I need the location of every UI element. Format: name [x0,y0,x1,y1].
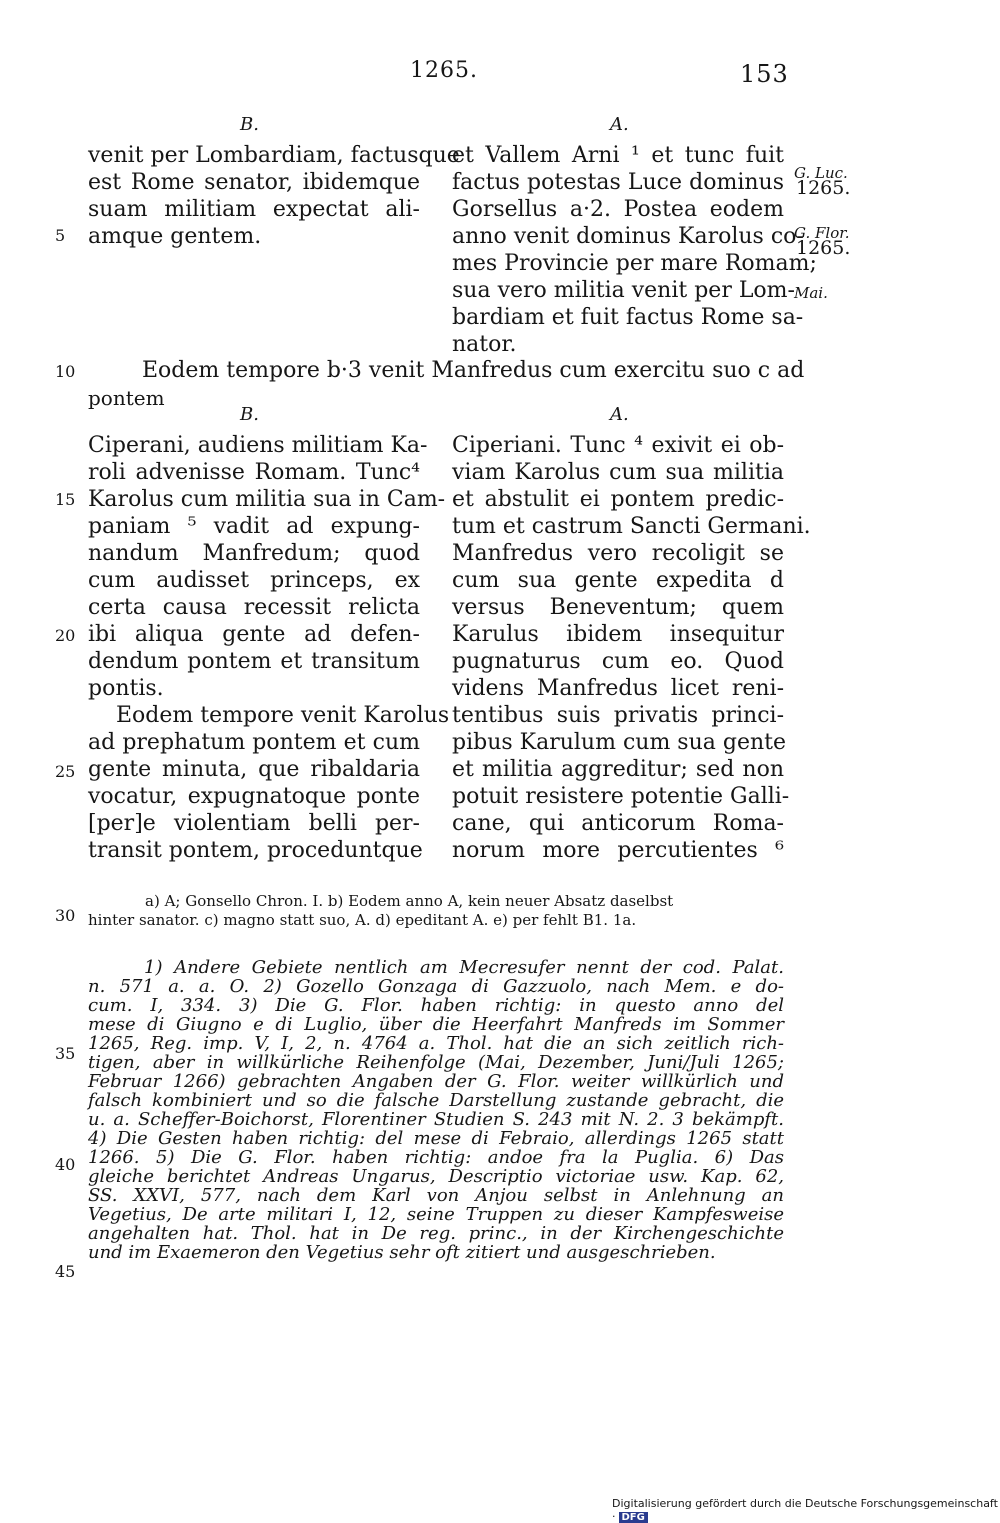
text-line: cane, qui anticorum Roma- [452,811,784,836]
digitization-footer [612,1497,1000,1523]
text-line: potuit resistere potentie Galli- [452,784,790,809]
text-line: Eodem tempore venit Karolus [116,703,450,728]
text-line: tum et castrum Sancti Germani. [452,514,811,539]
column-label-b: B. [240,404,259,425]
column-label-a: A. [610,404,629,425]
line-number: 30 [55,906,76,925]
text-line: Manfredus vero recoligit se [452,541,784,566]
text-line: et abstulit ei pontem predic- [452,487,784,512]
line-number: 5 [55,226,66,245]
text-line: ad prephatum pontem et cum [88,730,420,755]
footnote-line: cum. I, 334. 3) Die G. Flor. haben richtig: in questo anno del [88,995,784,1016]
margin-note-label: G. Luc. [794,164,848,182]
full-width-line: Eodem tempore b·3 venit Manfredus cum exercitu suo c ad [142,358,805,383]
footnote-line: u. a. Scheffer-Boichorst, Florentiner Studien S. 243 mit N. 2. 3 bekämpft. [88,1109,784,1130]
running-head-year: 1265. [410,58,478,83]
margin-note-year: 1265. [796,177,851,199]
full-width-line-end: pontem [88,386,165,410]
text-line: transit pontem, proceduntque [88,838,423,863]
margin-note [794,164,851,199]
footnotes [88,958,784,1262]
footer-text: Digitalisierung gefördert durch die Deutsche Forschungsgemeinschaft · [612,1497,998,1523]
text-line: pontis. [88,676,164,701]
text-line: venit per Lombardiam, factusque [88,143,460,168]
footnote-line: SS. XXVI, 577, nach dem Karl von Anjou selbst in Anlehnung an [88,1185,784,1206]
text-line: versus Beneventum; quem [452,595,784,620]
line-number: 25 [55,762,76,781]
line-number: 10 [55,362,76,381]
text-line: est Rome senator, ibidemque [88,170,420,195]
section1-column-b [88,142,460,250]
text-line: dendum pontem et transitum [88,649,420,674]
footnote-line: tigen, aber in willkürliche Reihenfolge (Mai, Dezember, Juni/Juli 1265; [88,1052,784,1073]
text-line: pibus Karulum cum sua gente [452,730,786,755]
text-line: nator. [452,332,517,357]
footnote-line: 1) Andere Gebiete nentlich am Mecresufer nennt der cod. Palat. [144,957,784,978]
section2-column-b [88,432,450,864]
text-line: paniam ⁵ vadit ad expung- [88,514,420,539]
text-line: pugnaturus cum eo. Quod [452,649,784,674]
text-line: suam militiam expectat ali- [88,197,420,222]
footnote-line: falsch kombiniert und so die falsche Darstellung zustande gebracht, die [88,1090,784,1111]
column-label-a: A. [610,114,629,135]
line-number: 40 [55,1155,76,1174]
text-line: mes Provincie per mare Romam; [452,251,817,276]
margin-note-year: 1265. [796,237,851,259]
footnote-line: mese di Giugno e di Luglio, über die Heerfahrt Manfreds im Sommer [88,1014,784,1035]
footnote-line: 4) Die Gesten haben richtig: del mese di Febraio, allerdings 1265 statt [88,1128,784,1149]
text-line: Karulus ibidem insequitur [452,622,784,647]
text-line: Gorsellus a·2. Postea eodem [452,197,784,222]
footnote-line: 1265, Reg. imp. V, I, 2, n. 4764 a. Thol. hat die an sich zeitlich rich- [88,1033,784,1054]
text-line: Ciperiani. Tunc ⁴ exivit ei ob- [452,433,784,458]
text-line: viam Karolus cum sua militia [452,460,784,485]
footnote-line: Februar 1266) gebrachten Angaben der G. Flor. weiter willkürlich und [88,1071,784,1092]
dfg-logo-badge: DFG [619,1512,648,1523]
text-line: Karolus cum militia sua in Cam- [88,487,446,512]
line-number: 45 [55,1262,76,1281]
text-line: et militia aggreditur; sed non [452,757,784,782]
line-number: 20 [55,626,76,645]
text-line: ibi aliqua gente ad defen- [88,622,420,647]
text-line: vocatur, expugnatoque ponte [88,784,420,809]
text-line: [per]e violentiam belli per- [88,811,420,836]
text-line: nandum Manfredum; quod [88,541,420,566]
variant-note-line: a) A; Gonsello Chron. I. b) Eodem anno A, kein neuer Absatz daselbst [145,892,674,910]
line-number: 35 [55,1044,76,1063]
column-label-b: B. [240,114,259,135]
footnote-line: n. 571 a. a. O. 2) Gozello Gonzaga di Gazzuolo, nach Mem. e do- [88,976,784,997]
text-line: sua vero militia venit per Lom- [452,278,795,303]
section2-column-a [452,432,811,864]
page-number: 153 [740,60,789,88]
variant-note-line: hinter sanator. c) magno statt suo, A. d) epeditant A. e) per fehlt B1. 1a. [88,911,637,929]
footnote-line: angehalten hat. Thol. hat in De reg. princ., in der Kirchengeschichte [88,1223,784,1244]
text-line: gente minuta, que ribaldaria [88,757,420,782]
text-line: cum sua gente expedita d [452,568,784,593]
footnote-line: Vegetius, De arte militari I, 12, seine Truppen zu dieser Kampfesweise [88,1204,784,1225]
text-line: bardiam et fuit factus Rome sa- [452,305,804,330]
footnote-line: 1266. 5) Die G. Flor. haben richtig: andoe fra la Puglia. 6) Das [88,1147,784,1168]
footnote-line: gleiche berichtet Andreas Ungarus, Descriptio victoriae usw. Kap. 62, [88,1166,784,1187]
text-line: roli advenisse Romam. Tunc⁴ [88,460,420,485]
text-line: cum audisset princeps, ex [88,568,420,593]
text-line: tentibus suis privatis princi- [452,703,784,728]
margin-note [794,224,851,259]
text-line: et Vallem Arni ¹ et tunc fuit [452,143,784,168]
text-line: certa causa recessit relicta [88,595,420,620]
text-line: Ciperani, audiens militiam Ka- [88,433,428,458]
margin-note [794,286,828,301]
text-line: norum more percutientes ⁶ [452,838,784,863]
text-line: factus potestas Luce dominus [452,170,784,195]
margin-note-label: G. Flor. [794,224,850,242]
text-line: amque gentem. [88,224,262,249]
text-line: videns Manfredus licet reni- [452,676,784,701]
margin-note-label: Mai. [794,284,828,302]
footnote-line: und im Exaemeron den Vegetius sehr oft zitiert und ausgeschrieben. [88,1242,716,1263]
text-line: anno venit dominus Karolus co- [452,224,804,249]
line-number: 15 [55,490,76,509]
